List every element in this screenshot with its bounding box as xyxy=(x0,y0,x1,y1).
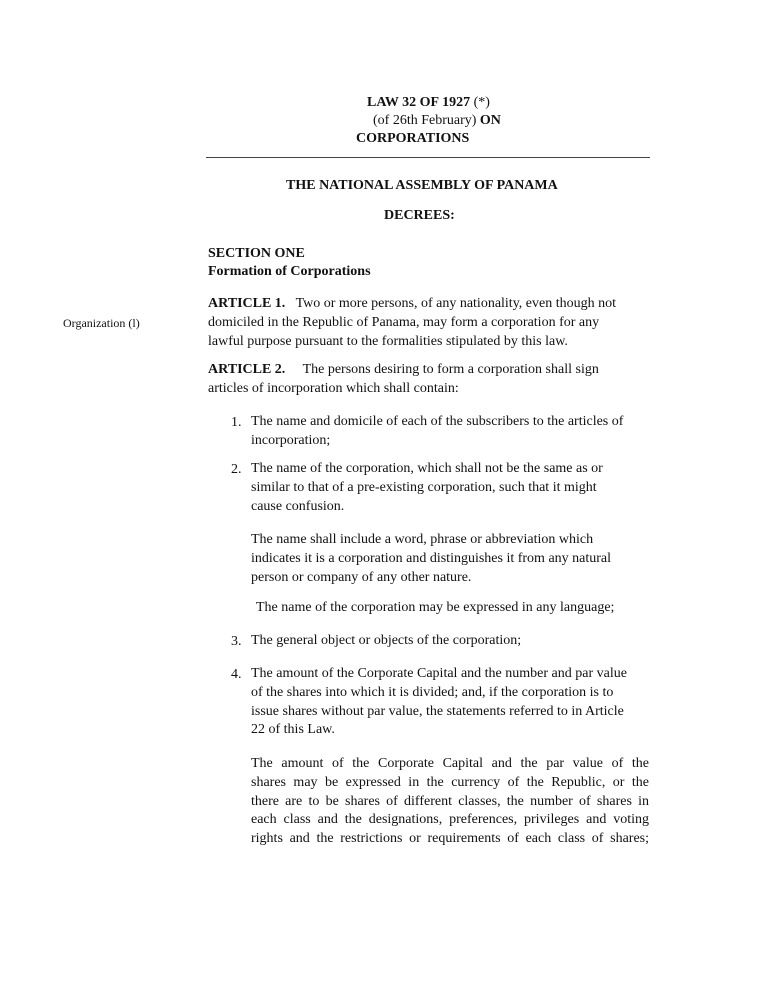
law-title-line1 xyxy=(367,93,490,112)
item-line: The general object or objects of the corporation; xyxy=(251,633,522,648)
item-number: 4. xyxy=(231,667,242,682)
article-1-line: lawful purpose pursuant to the formalities stipulated by this law. xyxy=(208,333,568,349)
article-2-line: articles of incorporation which shall contain: xyxy=(208,380,459,396)
law-title-on: ON xyxy=(479,113,501,128)
article-2-label: ARTICLE 2. xyxy=(208,362,286,377)
article-2-line: The persons desiring to form a corporation shall sign xyxy=(302,362,599,377)
article-1 xyxy=(208,295,644,351)
article-1-line: Two or more persons, of any nationality, even though not xyxy=(295,296,616,311)
item-line: The amount of the Corporate Capital and the number and par value xyxy=(251,666,627,681)
item-line: each class and the designations, preferences, privileges and voting xyxy=(251,812,649,828)
item-line: similar to that of a pre-existing corporation, such that it might xyxy=(251,479,597,495)
law-title-line2 xyxy=(373,111,501,130)
item-number: 1. xyxy=(231,415,242,430)
item-paragraph: The name of the corporation may be expressed in any language; xyxy=(256,600,615,615)
item-line: The name and domicile of each of the subscribers to the articles of xyxy=(251,414,624,429)
item-line: shares may be expressed in the currency of the Republic, or the xyxy=(251,774,649,790)
item-paragraph xyxy=(251,755,649,849)
item-paragraph xyxy=(251,531,611,587)
article-2 xyxy=(208,361,644,399)
title-divider xyxy=(206,157,650,158)
footnote-marker: (*) xyxy=(470,95,490,110)
assembly-heading: THE NATIONAL ASSEMBLY OF PANAMA xyxy=(286,178,558,193)
margin-note: Organization (l) xyxy=(63,316,140,330)
item-line: cause confusion. xyxy=(251,498,345,514)
list-item xyxy=(251,632,521,651)
list-item xyxy=(251,413,623,451)
item-line: of the shares into which it is divided; and, if the corporation is to xyxy=(251,684,614,700)
item-number: 2. xyxy=(231,462,242,477)
item-line: The name of the corporation, which shall not be the same as or xyxy=(251,461,603,476)
item-line: 22 of this Law. xyxy=(251,722,335,738)
article-1-label: ARTICLE 1. xyxy=(208,296,286,311)
item-line: indicates it is a corporation and distinguishes it from any natural xyxy=(251,550,612,566)
list-item xyxy=(251,665,627,740)
section-heading: SECTION ONE xyxy=(208,246,305,261)
item-number: 3. xyxy=(231,634,242,649)
item-line: The amount of the Corporate Capital and the par value of the xyxy=(251,756,649,771)
item-line: there are to be shares of different classes, the number of shares in xyxy=(251,793,649,809)
list-item xyxy=(251,460,603,516)
item-line: rights and the restrictions or requirements of each class of shares; xyxy=(251,831,649,847)
decrees-heading: DECREES: xyxy=(384,208,455,223)
law-title: LAW 32 OF 1927 xyxy=(367,95,471,110)
item-line: The name shall include a word, phrase or abbreviation which xyxy=(251,532,594,547)
item-line: issue shares without par value, the statements referred to in Article xyxy=(251,703,624,719)
section-subheading: Formation of Corporations xyxy=(208,264,371,279)
law-date: (of 26th February) xyxy=(373,113,480,128)
law-subject: CORPORATIONS xyxy=(356,131,470,146)
item-line: incorporation; xyxy=(251,432,331,448)
item-line: person or company of any other nature. xyxy=(251,569,472,585)
article-1-line: domiciled in the Republic of Panama, may form a corporation for any xyxy=(208,314,600,330)
